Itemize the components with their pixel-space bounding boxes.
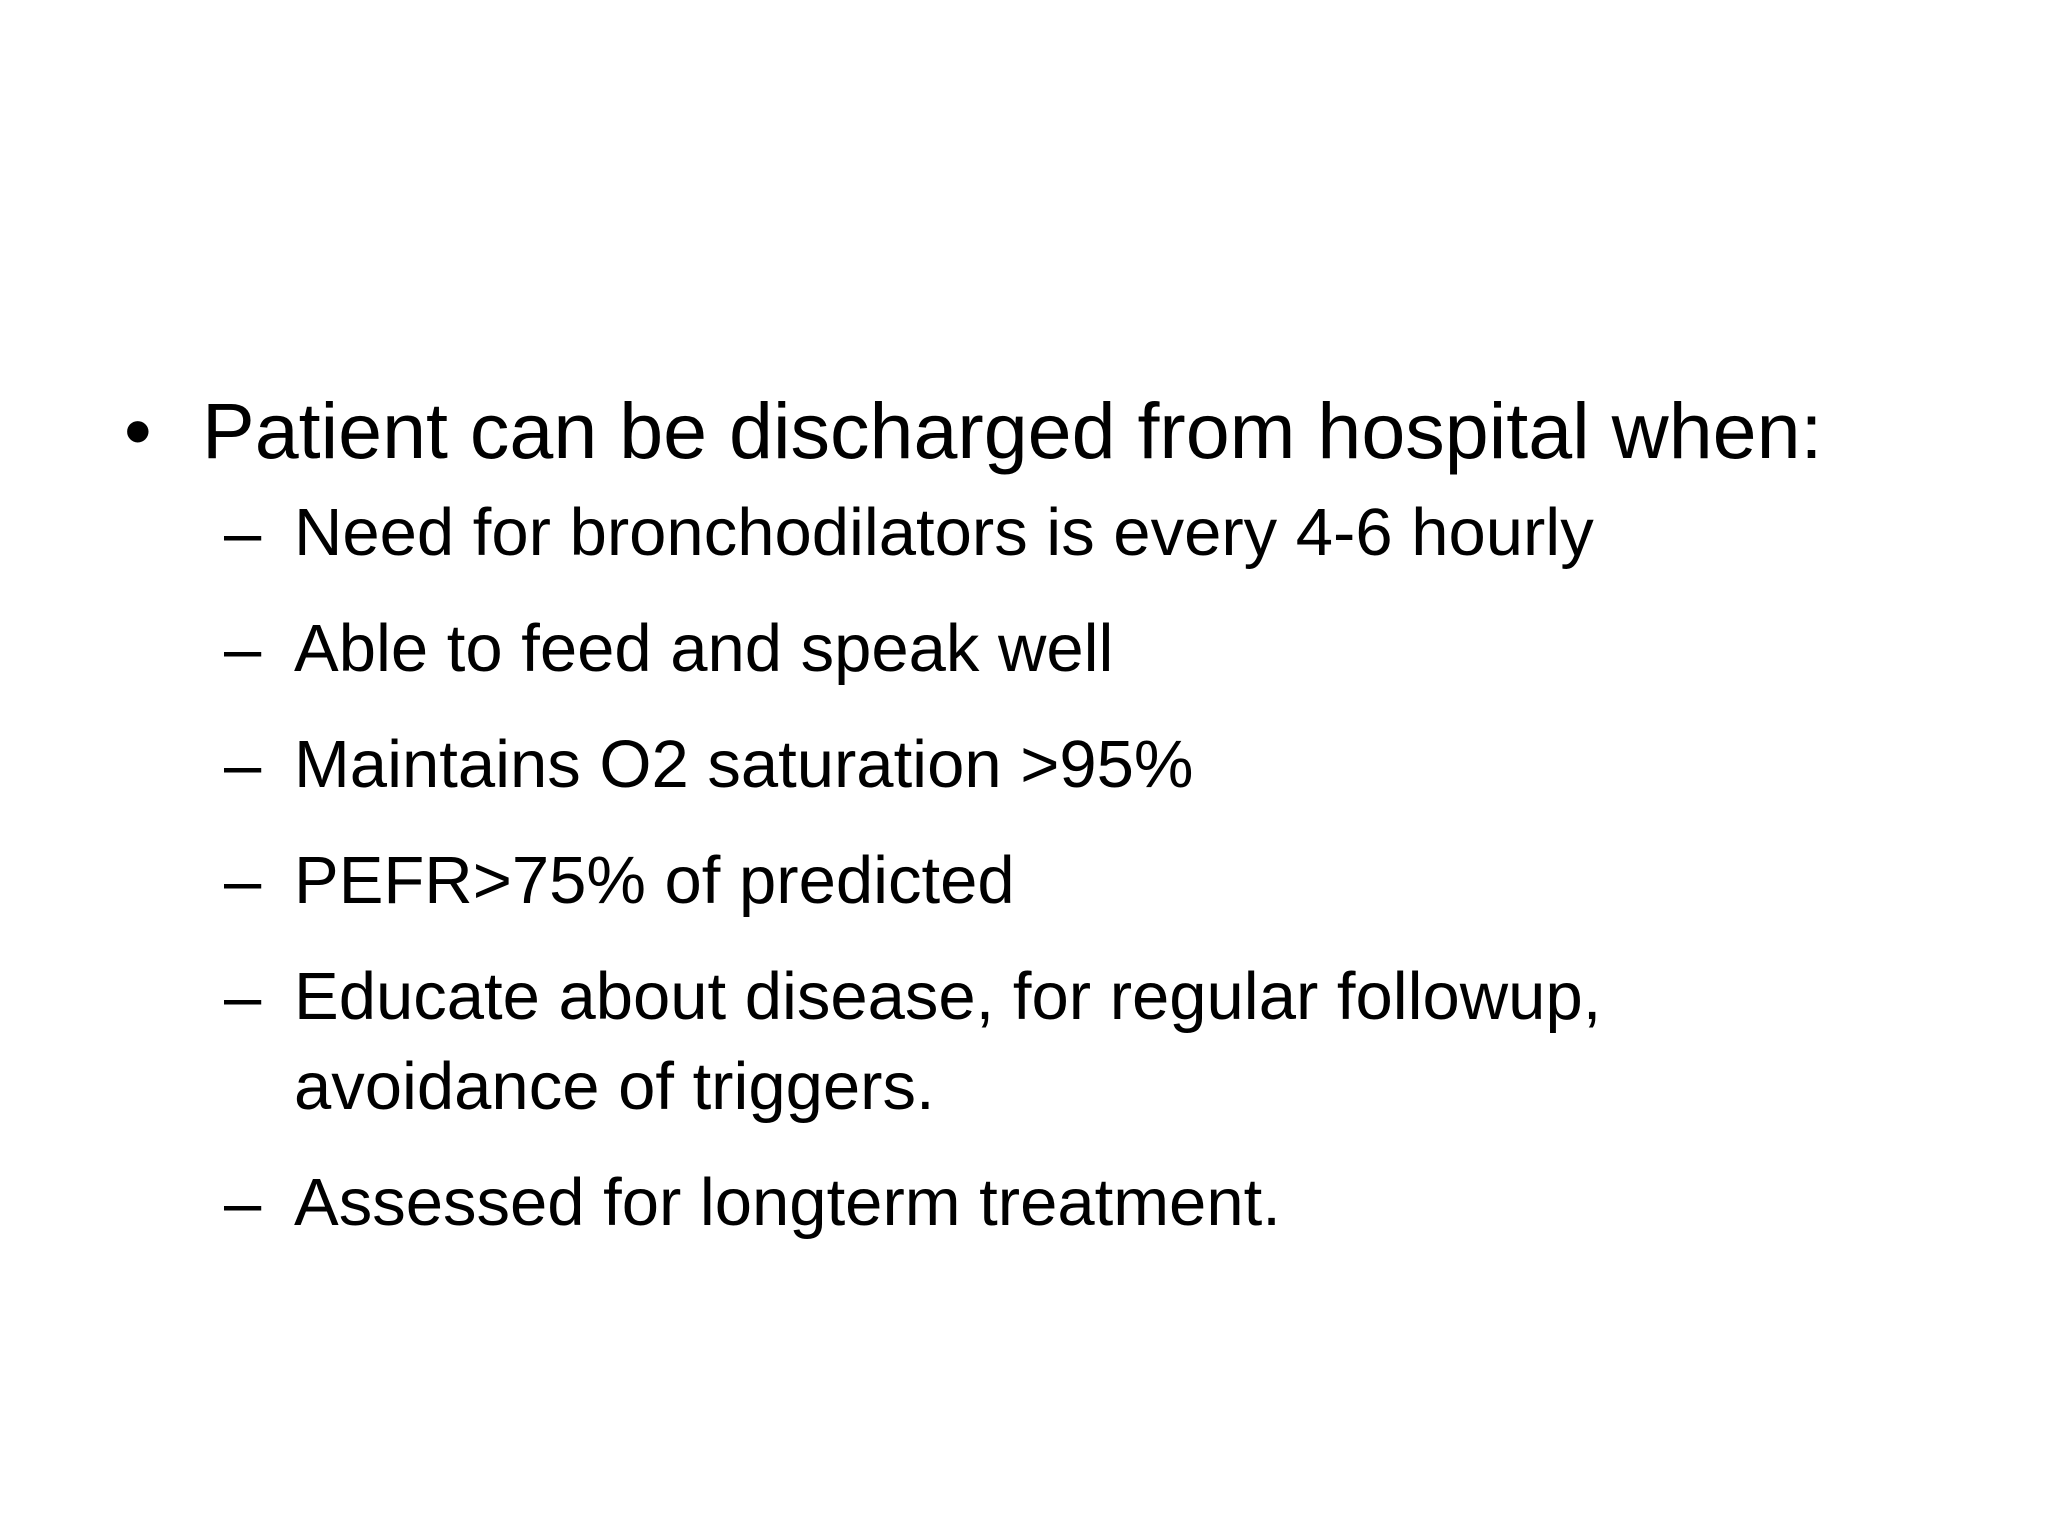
main-bullet [124,380,1964,482]
bullet-marker: • [124,386,152,475]
dash-marker: – [224,611,262,686]
sub-bullet [124,836,1964,926]
sub-bullet-text: Assessed for longterm treatment. [294,1165,1281,1240]
main-bullet-text: Patient can be discharged from hospital when: [202,386,1823,475]
dash-marker: – [224,727,262,802]
sub-bullet-text: Educate about disease, for regular followup, avoidance of triggers. [294,959,1602,1124]
dash-marker: – [224,1165,262,1240]
dash-marker: – [224,843,262,918]
sub-bullet-text: Maintains O2 saturation >95% [294,727,1194,802]
dash-marker: – [224,959,262,1034]
sub-bullet [124,604,1964,694]
sub-bullet-list [124,488,1964,1248]
sub-bullet [124,488,1964,578]
sub-bullet-text: Able to feed and speak well [294,611,1114,686]
sub-bullet [124,1158,1964,1248]
dash-marker: – [224,495,262,570]
sub-bullet [124,720,1964,810]
sub-bullet-text: PEFR>75% of predicted [294,843,1015,918]
slide-content [124,380,1964,1274]
sub-bullet [124,952,1964,1132]
sub-bullet-text: Need for bronchodilators is every 4-6 hourly [294,495,1594,570]
